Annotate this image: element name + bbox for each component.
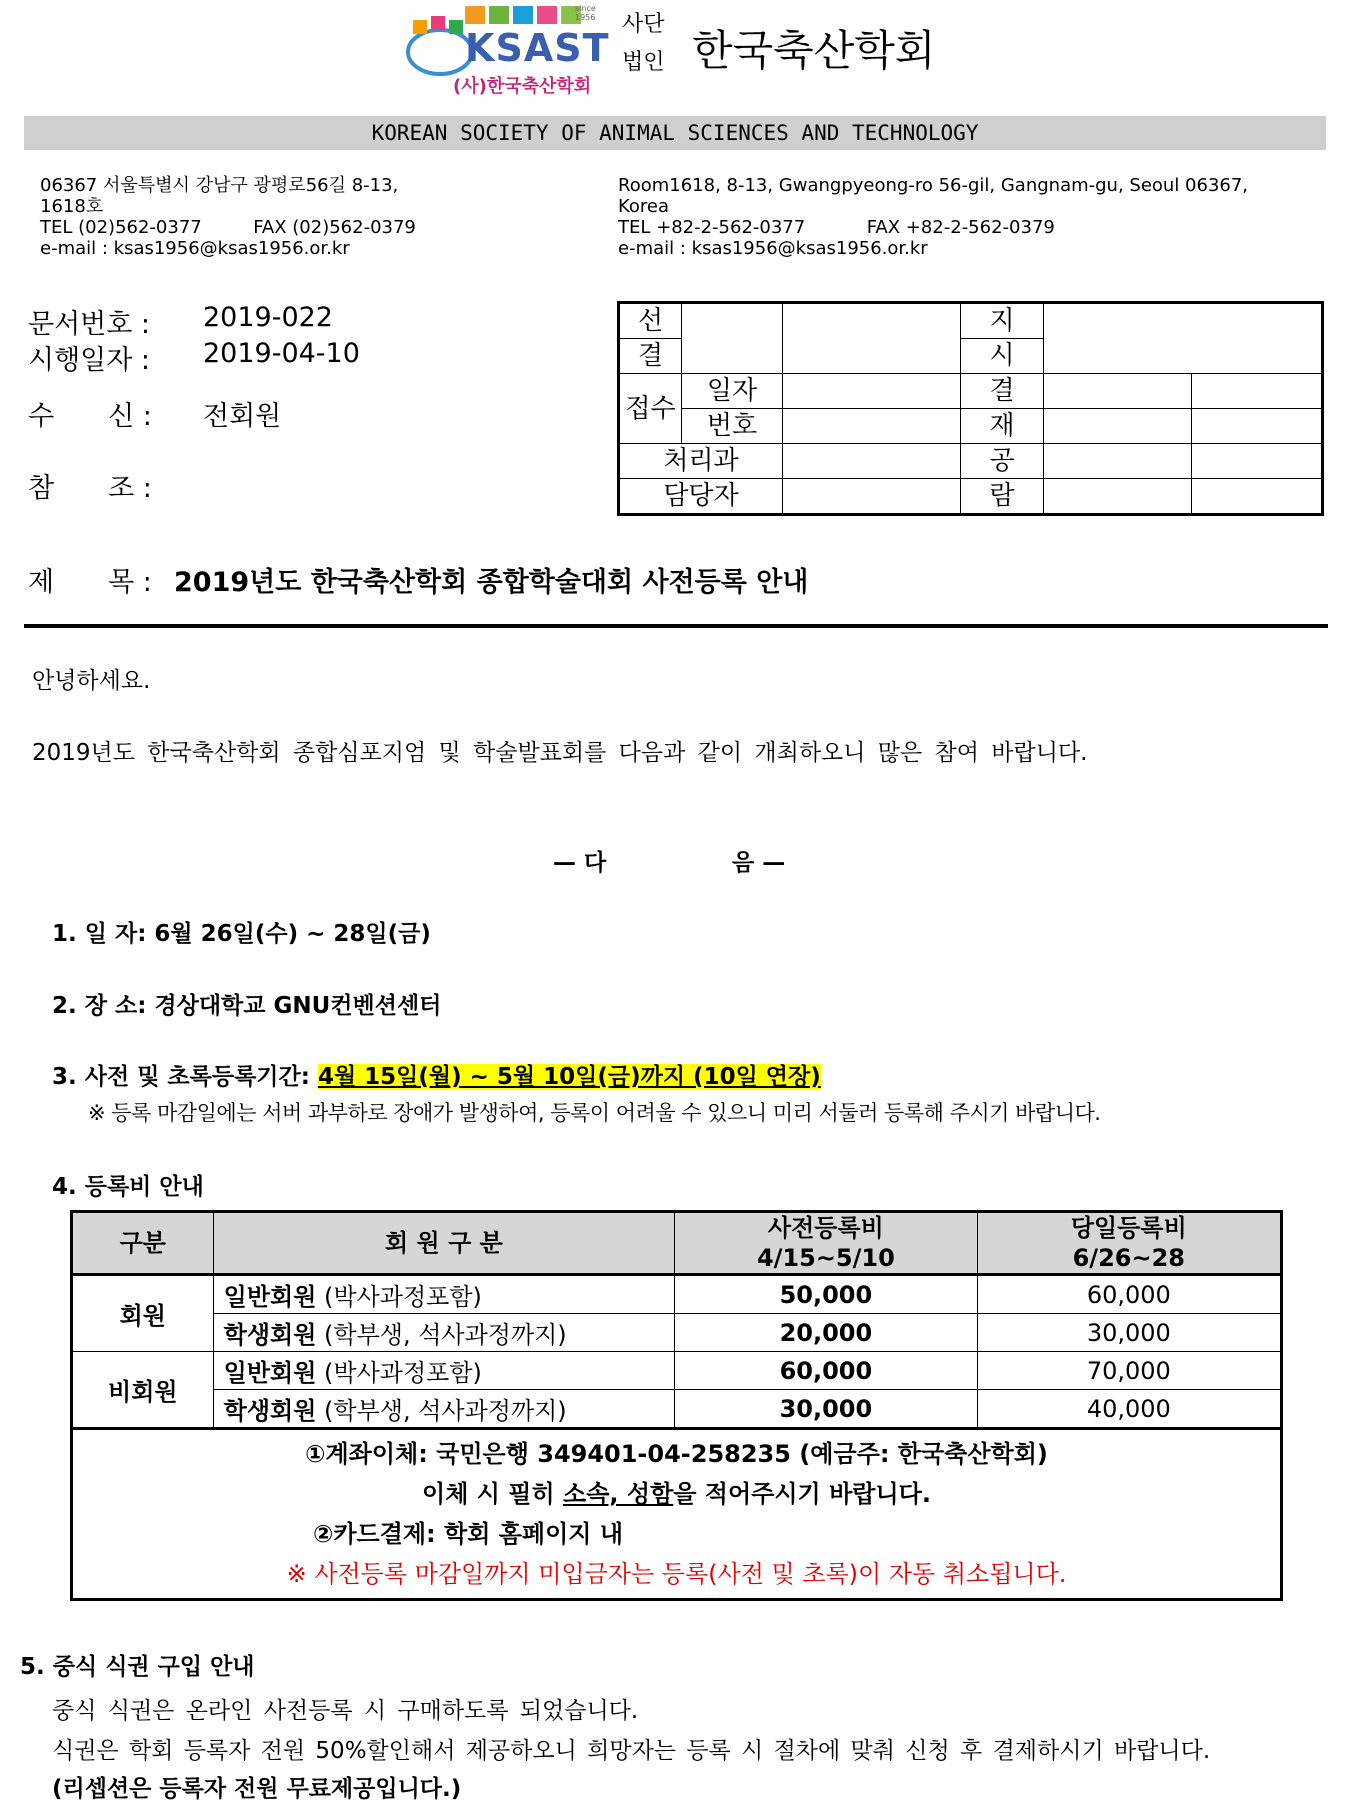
fax-kr: FAX (02)562-0379 xyxy=(253,217,416,238)
eum-heading: 음 — xyxy=(732,850,786,876)
cell-jeopsu: 접수 xyxy=(619,374,682,444)
org-type-line1: 사단 xyxy=(622,12,665,37)
cell-beonho-value xyxy=(783,409,961,444)
row-detail: (학부생, 석사과정까지) xyxy=(324,1321,567,1349)
cell-sign-a1 xyxy=(1044,374,1192,409)
logo-since: since 1956 xyxy=(575,4,596,22)
payment-line2c: 을 적어주시기 바랍니다. xyxy=(673,1480,931,1508)
cell-sign-b2 xyxy=(1192,409,1323,444)
payment-info xyxy=(72,1429,1282,1600)
cell-gyeol: 결 xyxy=(619,339,682,374)
cell-sign-b3 xyxy=(1192,444,1323,479)
tel-kr: TEL (02)562-0377 xyxy=(40,217,202,238)
cell-ilja-value xyxy=(783,374,961,409)
payment-note: ※ 사전등록 마감일까지 미입금자는 등록(사전 및 초록)이 자동 취소됩니다. xyxy=(286,1560,1067,1588)
address-korean xyxy=(40,175,580,259)
org-type-line2: 법인 xyxy=(622,50,665,75)
payment-line2a: 이체 시 필히 xyxy=(422,1480,564,1508)
payment-row xyxy=(72,1429,1282,1600)
row-type: 학생회원 xyxy=(223,1321,317,1349)
intro: 2019년도 한국축산학회 종합심포지엄 및 학술발표회를 다음과 같이 개최하오니 많은 참여 바랍니다. xyxy=(32,740,1088,766)
row-type-cell xyxy=(213,1275,675,1314)
row-onsite: 40,000 xyxy=(977,1390,1281,1429)
cell-jisi-content xyxy=(1044,303,1323,374)
address-kr-line1: 06367 서울특별시 강남구 광평로56길 8-13, xyxy=(40,175,399,196)
header-pre-line1: 사전등록비 xyxy=(767,1214,884,1242)
row-type: 일반회원 xyxy=(223,1283,317,1311)
row-pre: 20,000 xyxy=(675,1314,977,1352)
doc-date-label: 시행일자 : xyxy=(28,345,151,376)
recipient: 전회원 xyxy=(203,401,282,432)
item-lunch-line1: 중식 식권은 온라인 사전등록 시 구매하도록 되었습니다. xyxy=(52,1698,639,1724)
doc-date: 2019-04-10 xyxy=(203,338,360,369)
row-type: 학생회원 xyxy=(223,1397,317,1425)
cell-seon-sign2 xyxy=(783,303,961,374)
row-detail: (박사과정포함) xyxy=(324,1283,482,1311)
item-period-value: 4월 15일(월) ~ 5월 10일(금)까지 (10일 연장) xyxy=(317,1064,821,1090)
table-row xyxy=(72,1352,1282,1390)
cell-ilja: 일자 xyxy=(682,374,783,409)
recipient-label: 수 신 : xyxy=(28,401,152,432)
logo-acronym: KSAST xyxy=(465,26,610,70)
address-en-line1: Room1618, 8-13, Gwangpyeong-ro 56-gil, Gangnam-gu, Seoul 06367, xyxy=(618,175,1249,196)
cell-beonho: 번호 xyxy=(682,409,783,444)
cell-seon-sign xyxy=(682,303,783,374)
cell-sign-b4 xyxy=(1192,479,1323,515)
item-lunch: 5. 중식 식권 구입 안내 xyxy=(20,1654,255,1680)
cell-ram: 람 xyxy=(961,479,1044,515)
subject-text: 2019년도 한국축산학회 종합학술대회 사전등록 안내 xyxy=(174,567,809,598)
row-onsite: 60,000 xyxy=(977,1275,1281,1314)
cell-cheorigwa-value xyxy=(783,444,961,479)
cell-cheorigwa: 처리과 xyxy=(619,444,783,479)
item-period xyxy=(52,1058,821,1091)
item-period-note: ※ 등록 마감일에는 서버 과부하로 장애가 발생하여, 등록이 어려울 수 있으니 미리 서둘러 등록해 주시기 바랍니다. xyxy=(88,1101,1101,1125)
payment-line3: ②카드결제: 학회 홈페이지 내 xyxy=(313,1520,624,1548)
email-kr: e-mail : ksas1956@ksas1956.or.kr xyxy=(40,238,350,259)
payment-line2 xyxy=(73,1474,1280,1514)
address-english xyxy=(618,175,1338,259)
cell-sign-a3 xyxy=(1044,444,1192,479)
item-date: 1. 일 자: 6월 26일(수) ~ 28일(금) xyxy=(52,921,431,947)
row-type-cell xyxy=(213,1314,675,1352)
fee-table xyxy=(70,1210,1283,1601)
address-kr-line2: 1618호 xyxy=(40,196,104,217)
cell-sign-a4 xyxy=(1044,479,1192,515)
row-type-cell xyxy=(213,1352,675,1390)
header-category: 구분 xyxy=(72,1212,214,1275)
header-pre xyxy=(675,1212,977,1275)
group-member: 회원 xyxy=(72,1275,214,1352)
org-type xyxy=(622,6,665,82)
da-heading: — 다 xyxy=(553,850,607,876)
row-pre: 50,000 xyxy=(675,1275,977,1314)
cell-damdangja-value xyxy=(783,479,961,515)
row-pre: 60,000 xyxy=(675,1352,977,1390)
item-period-label: 3. 사전 및 초록등록기간: xyxy=(52,1064,318,1090)
doc-number-label: 문서번호 : xyxy=(28,309,151,340)
item-lunch-line2: 식권은 학회 등록자 전원 50%할인해서 제공하오니 희망자는 등록 시 절차에 맞춰 신청 후 결제하시기 바랍니다. xyxy=(52,1738,1211,1764)
approval-box xyxy=(617,301,1324,516)
row-type-cell xyxy=(213,1390,675,1429)
item-venue: 2. 장 소: 경상대학교 GNU컨벤션센터 xyxy=(52,993,442,1019)
item-lunch-line3: (리셉션은 등록자 전원 무료제공입니다.) xyxy=(52,1776,462,1802)
header-onsite-line2: 6/26~28 xyxy=(1072,1244,1185,1272)
reference-label: 참 조 : xyxy=(28,473,152,504)
doc-number: 2019-022 xyxy=(203,302,333,333)
row-onsite: 30,000 xyxy=(977,1314,1281,1352)
cell-gong: 공 xyxy=(961,444,1044,479)
greeting: 안녕하세요. xyxy=(32,668,151,694)
row-pre: 30,000 xyxy=(675,1390,977,1429)
org-name: 한국축산학회 xyxy=(692,26,936,75)
fax-en: FAX +82-2-562-0379 xyxy=(866,217,1055,238)
address-en-line2: Korea xyxy=(618,196,670,217)
header-pre-line2: 4/15~5/10 xyxy=(756,1244,895,1272)
cell-sign-a2 xyxy=(1044,409,1192,444)
ksast-logo xyxy=(405,4,610,97)
subject-label: 제 목 : xyxy=(28,567,152,598)
payment-line1: ①계좌이체: 국민은행 349401-04-258235 (예금주: 한국축산학회) xyxy=(305,1440,1048,1468)
row-detail: (학부생, 석사과정까지) xyxy=(324,1397,567,1425)
row-type: 일반회원 xyxy=(223,1359,317,1387)
header-member-type: 회 원 구 분 xyxy=(213,1212,675,1275)
cell-ji: 지 xyxy=(961,303,1044,339)
group-nonmember: 비회원 xyxy=(72,1352,214,1429)
email-en: e-mail : ksas1956@ksas1956.or.kr xyxy=(618,238,928,259)
logo-korean-name: (사)한국축산학회 xyxy=(453,76,592,97)
contact-en xyxy=(618,217,1338,238)
table-row xyxy=(72,1314,1282,1352)
cell-damdangja: 담당자 xyxy=(619,479,783,515)
cell-si: 시 xyxy=(961,339,1044,374)
header-onsite xyxy=(977,1212,1281,1275)
contact-kr xyxy=(40,217,580,238)
cell-jae: 재 xyxy=(961,409,1044,444)
row-detail: (박사과정포함) xyxy=(324,1359,482,1387)
subject-divider xyxy=(24,624,1328,628)
table-row xyxy=(72,1275,1282,1314)
english-name-bar: KOREAN SOCIETY OF ANIMAL SCIENCES AND TECHNOLOGY xyxy=(24,116,1326,150)
header-onsite-line1: 당일등록비 xyxy=(1070,1214,1187,1242)
payment-line2b: 소속, 성함 xyxy=(563,1480,674,1508)
cell-gyeol2: 결 xyxy=(961,374,1044,409)
item-fee: 4. 등록비 안내 xyxy=(52,1174,204,1200)
cell-sign-b1 xyxy=(1192,374,1323,409)
cell-seon: 선 xyxy=(619,303,682,339)
row-onsite: 70,000 xyxy=(977,1352,1281,1390)
tel-en: TEL +82-2-562-0377 xyxy=(618,217,806,238)
table-row xyxy=(72,1390,1282,1429)
